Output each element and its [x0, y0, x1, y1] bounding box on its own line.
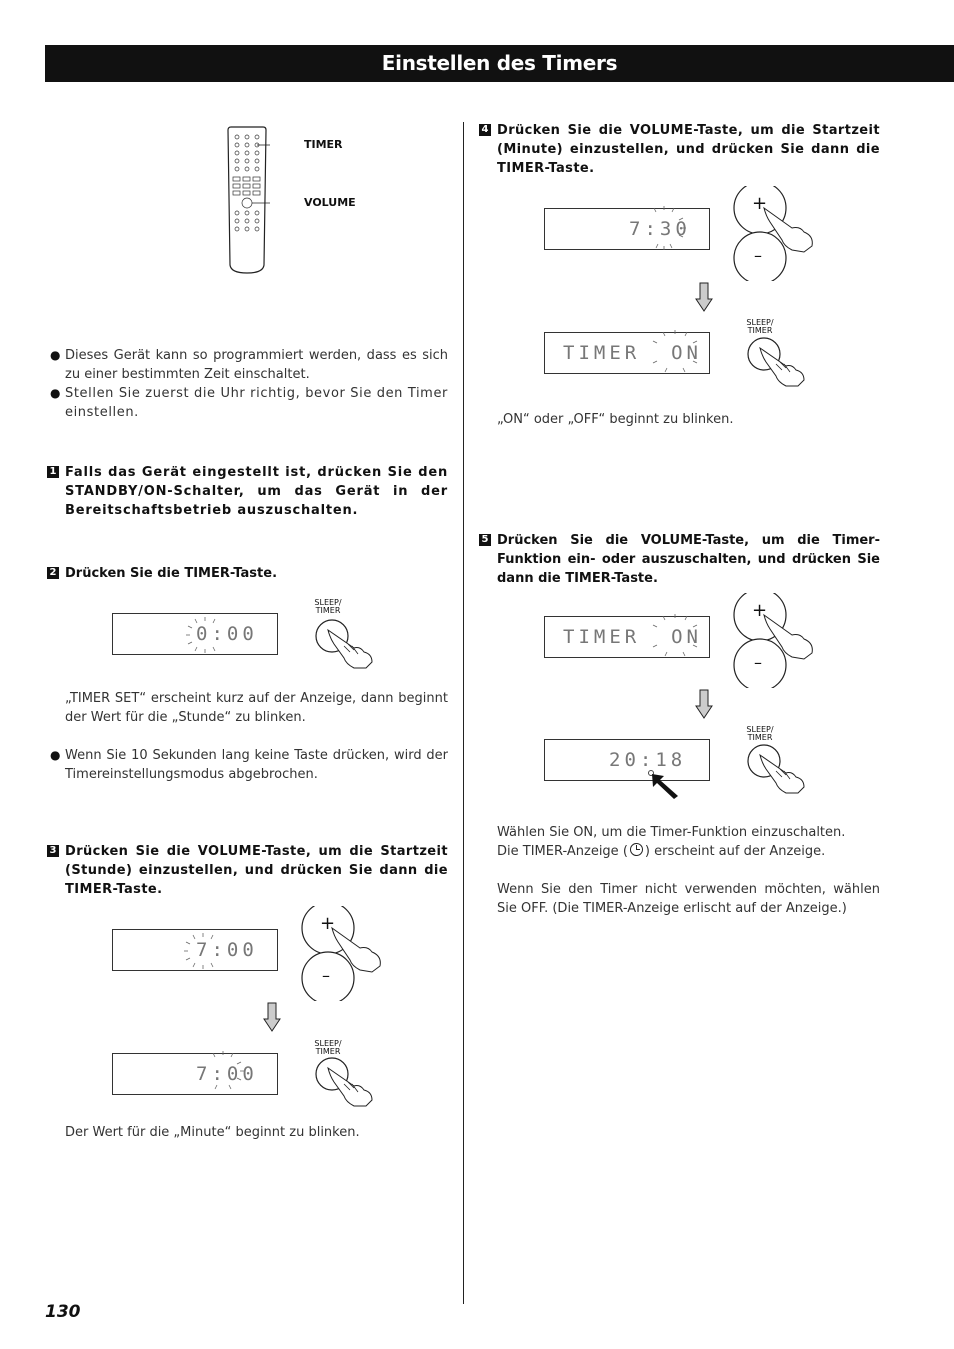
page-number: 130 — [45, 1302, 81, 1322]
volume-plus-button[interactable]: + — [752, 600, 768, 621]
display-step4-bottom — [544, 332, 710, 374]
step-1-number: 1 — [47, 466, 59, 478]
step-2-bullet: Wenn Sie 10 Sekunden lang keine Taste drücken, wird der Timereinstellungsmodus abgebrochen. — [65, 748, 448, 782]
volume-buttons-illustration[interactable] — [730, 186, 820, 281]
volume-plus-button[interactable]: + — [320, 913, 336, 934]
volume-buttons-illustration[interactable] — [730, 593, 820, 688]
intro-bullet-2: Stellen Sie zuerst die Uhr richtig, bevor Sie den Timer einstellen. — [65, 386, 448, 420]
volume-minus-button[interactable]: – — [754, 246, 762, 265]
display-step5-bottom — [544, 739, 710, 781]
step-3-note: Der Wert für die „Minute“ beginnt zu blinken. — [65, 1125, 360, 1140]
intro-bullet-1: Dieses Gerät kann so programmiert werden, dass es sich zu einer bestimmten Zeit einschaltet. — [65, 348, 448, 382]
page-title: Einstellen des Timers — [45, 45, 954, 82]
volume-buttons-illustration[interactable] — [298, 906, 388, 1001]
display-step5-top-value: TIMER ON — [563, 626, 702, 648]
display-step4-top-value: 7:30 — [629, 218, 691, 240]
bullet-dot: ● — [50, 748, 61, 762]
step-5-text: Drücken Sie die VOLUME-Taste, um die Timer-Funktion ein- oder auszuschalten, und drücken Sie dann die TIMER-Taste. — [497, 533, 880, 586]
bullet-dot: ● — [50, 386, 61, 400]
display-step3-bottom — [112, 1053, 278, 1095]
remote-control-illustration — [225, 125, 270, 275]
step-2-text: Drücken Sie die TIMER-Taste. — [65, 566, 278, 581]
display-step3-bottom-value: 7:00 — [196, 1063, 258, 1085]
remote-volume-label: VOLUME — [304, 196, 356, 209]
step-2-note: „TIMER SET“ erscheint kurz auf der Anzeige, dann beginnt der Wert für die „Stunde“ zu blinken. — [65, 691, 448, 725]
sleep-timer-button-press[interactable] — [746, 743, 808, 795]
display-step2-value: 0:00 — [196, 623, 258, 645]
display-step4-bottom-value: TIMER ON — [563, 342, 702, 364]
sleep-timer-button-press[interactable] — [314, 618, 376, 670]
down-arrow-icon — [263, 1002, 281, 1032]
step-5-note-2: Wenn Sie den Timer nicht verwenden möchten, wählen Sie OFF. (Die TIMER-Anzeige erlischt auf der Anzeige.) — [497, 882, 880, 916]
step-3-number: 3 — [47, 845, 59, 857]
volume-plus-button[interactable]: + — [752, 193, 768, 214]
sleep-timer-label: SLEEP/ TIMER — [314, 1039, 342, 1056]
step-4-note: „ON“ oder „OFF“ beginnt zu blinken. — [497, 412, 734, 427]
step-5-note-1a: Wählen Sie ON, um die Timer-Funktion einzuschalten. — [497, 825, 846, 840]
step-1-text: Falls das Gerät eingestellt ist, drücken Sie den STANDBY/ON-Schalter, um das Gerät in der Bereitschaftsbetrieb auszuschalten. — [65, 465, 448, 518]
display-step5-bottom-value: 20:18 — [609, 749, 687, 771]
timer-clock-icon — [630, 843, 643, 856]
sleep-timer-label: SLEEP/ TIMER — [746, 725, 774, 742]
step-3-text: Drücken Sie die VOLUME-Taste, um die Startzeit (Stunde) einzustellen, und drücken Sie dann die TIMER-Taste. — [65, 844, 448, 897]
sleep-timer-label: SLEEP/ TIMER — [746, 318, 774, 335]
step-4-number: 4 — [479, 124, 491, 136]
display-step3-top-value: 7:00 — [196, 939, 258, 961]
sleep-timer-label: SLEEP/ TIMER — [314, 598, 342, 615]
display-step5-top — [544, 616, 710, 658]
bullet-dot: ● — [50, 348, 61, 362]
sleep-timer-button-press[interactable] — [314, 1056, 376, 1108]
remote-timer-label: TIMER — [304, 138, 343, 151]
pointer-arrow-icon — [650, 772, 680, 800]
volume-minus-button[interactable]: – — [322, 966, 330, 985]
step-4-text: Drücken Sie die VOLUME-Taste, um die Startzeit (Minute) einzustellen, und drücken Sie dann die TIMER-Taste. — [497, 123, 880, 176]
down-arrow-icon — [695, 689, 713, 719]
column-divider — [463, 122, 464, 1304]
step-2-number: 2 — [47, 567, 59, 579]
down-arrow-icon — [695, 282, 713, 312]
step-5-note-1b: Die TIMER-Anzeige ( ) erscheint auf der Anzeige. — [497, 844, 826, 859]
display-step3-top — [112, 929, 278, 971]
volume-minus-button[interactable]: – — [754, 653, 762, 672]
sleep-timer-button-press[interactable] — [746, 336, 808, 388]
display-step2 — [112, 613, 278, 655]
step-5-number: 5 — [479, 534, 491, 546]
display-step4-top — [544, 208, 710, 250]
